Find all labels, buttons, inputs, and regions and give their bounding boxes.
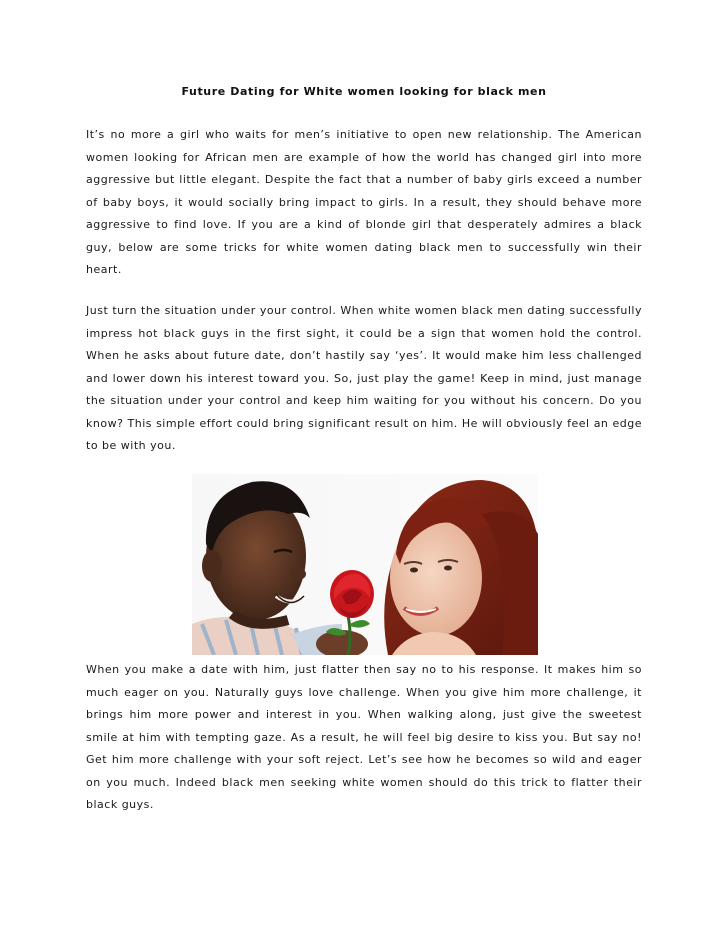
paragraph-3: When you make a date with him, just flatter then say no to his response. It makes him so much eager on you. Naturally guys love challenge. When you give him more challenge, it brings him more power and interest in you. When walking along, just give the sweetest smile at him with tempting gaze. As a result, he will feel big desire to kiss you. But say no! Get him more challenge with your soft reject. Let’s see how he becomes so wild and eager on you much. Indeed black men seeking white women should do this trick to flatter their black guys. [86, 663, 642, 811]
paragraph-2: Just turn the situation under your control. When white women black men dating successfully impress hot black guys in the first sight, it could be a sign that women hold the control. When he asks about future date, don’t hastily say ‘yes’. It would make him less challenged and lower down his interest toward you. So, just play the game! Keep in mind, just manage the situation under your control and keep him waiting for you without his concern. Do you know? This simple effort could bring significant result on him. He will obviously feel an edge to be with you. [86, 304, 642, 452]
couple-with-rose-photo [192, 474, 538, 655]
paragraph-1: It’s no more a girl who waits for men’s initiative to open new relationship. The American women looking for African men are example of how the world has changed girl into more aggressive but little elegant. Despite the fact that a number of baby girls exceed a number of baby boys, it would socially bring impact to girls. In a result, they should behave more aggressive to find love. If you are a kind of blonde girl that desperately admires a black guy, below are some tricks for white women dating black men to successfully win their heart. [86, 128, 642, 276]
document-title: Future Dating for White women looking for black men [181, 85, 547, 98]
